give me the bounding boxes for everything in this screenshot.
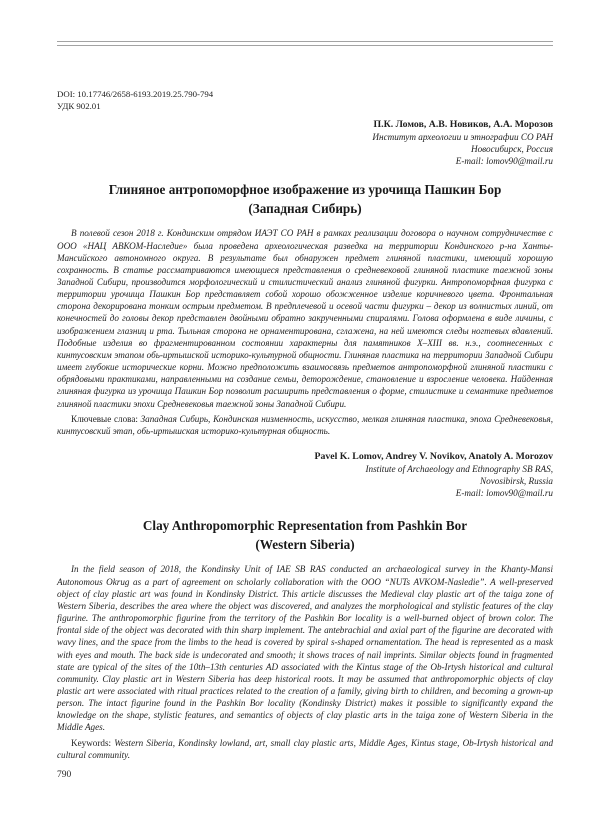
authors-en: Pavel K. Lomov, Andrey V. Novikov, Anatoly A. Morozov <box>314 451 553 463</box>
keywords-label-ru: Ключевые слова: <box>71 413 138 424</box>
article-title-en-line2: (Western Siberia) <box>255 536 355 552</box>
doi-line: DOI: 10.17746/2658-6193.2019.25.790-794 <box>57 89 214 99</box>
article-title-en-line1: Clay Anthropomorphic Representation from Pashkin Bor <box>142 518 468 534</box>
keywords-label-en: Keywords: <box>71 737 112 748</box>
article-title-ru <box>57 181 553 218</box>
keywords-ru <box>57 413 553 437</box>
header-double-rule <box>57 41 553 46</box>
udc-line: УДК 902.01 <box>57 101 101 111</box>
affiliation-ru: Институт археологии и этнографии СО РАН <box>372 132 553 142</box>
email-ru: E-mail: lomov90@mail.ru <box>455 155 553 166</box>
keywords-text-en: Western Siberia, Kondinsky lowland, art, small clay plastic arts, Middle Ages, Kintus stage, Ob-Irtysh historical and cultural community. <box>57 737 554 760</box>
location-en: Novosibirsk, Russia <box>480 475 553 486</box>
authors-block-ru <box>57 118 553 167</box>
article-title-ru-line1: Глиняное антропоморфное изображение из урочища Пашкин Бор <box>108 182 502 198</box>
article-title-ru-line2: (Западная Сибирь) <box>248 200 362 216</box>
affiliation-en: Institute of Archaeology and Ethnography SB RAS, <box>365 464 553 475</box>
article-identifiers <box>57 88 553 112</box>
keywords-text-ru: Западная Сибирь, Кондинская низменность, искусство, мелкая глиняная пластика, эпоха Средневековья, кинтусовский этап, обь-иртышская историко-культурная общность. <box>57 413 553 436</box>
page-number: 790 <box>57 770 72 780</box>
email-en: E-mail: lomov90@mail.ru <box>455 487 553 498</box>
keywords-en <box>57 737 553 761</box>
authors-block-en <box>57 450 553 499</box>
abstract-ru: В полевой сезон 2018 г. Кондинским отрядом ИАЭТ СО РАН в рамках реализации договора о научном сотрудничестве с ООО «НАЦ АВКОМ-Наследие» была проведена археологическая разведка на территории Кондинского р-на Ханты-Мансийского автономного округа. В результате был обнаружен предмет глиняной пластики, имеющий хорошую сохранность. В статье рассматриваются имеющиеся представления о средневековой глиняной пластике таежной зоны Западной Сибири, производится морфологический и стилистический анализ глиняной фигурки. Антропоморфная фигурка с территории урочища Пашкин Бор представляет собой хорошо обожженное изделие коричневого цвета. Фронтальная сторона декорирована тонким острым предметом. В предплечевой и осевой части фигурки – декор из волнистых линий, от конечностей до головы декор представлен двойными обратно закрученными спиралями. Голова оформлена в виде личины, с изображением глазниц и рта. Тыльная сторона не орнаментирована, сглажена, на ней имеются следы ногтевых вдавлений. Подобные изделия во фрагментированном состоянии характерны для памятников X–XIII вв. н.э., соотнесенных с кинтусовским этапом обь-иртышской историко-культурной общности. Глиняная пластика на территории Западной Сибири имеет глубокие исторические корни. Можно предположить взаимосвязь предметов антропоморфной глиняной пластики с обрядовыми практиками, направленными на создание семьи, деторождение, становление и взросление человека. Найденная глиняная фигурка из урочища Пашкин Бор позволит расширить представления о форме, стилистике и семантике предметов глиняной пластики эпохи Средневековья таежной зоны Западной Сибири. <box>57 228 553 409</box>
abstract-en: In the field season of 2018, the Kondinsky Unit of IAE SB RAS conducted an archaeological survey in the Khanty-Mansi Autonomous Okrug as a part of agreement on scholarly collaboration with the OOO “NUTs AVKOM-Nasledie”. A well-preserved object of clay plastic art was found in Kondinsky District. This article discusses the Medieval clay plastic art of the taiga zone of Western Siberia, describes the area where the object was discovered, and analyzes the morphological and stylistic features of the clay figurine. The anthropomorphic figurine from the territory of the Pashkin Bor locality is a well-burned object of brown color. The frontal side of the object was decorated with thin sharp implement. The antebrachial and axial part of the figurine are decorated with wavy lines, and the space from the limbs to the head is covered by spiral s-shaped ornamentation. The head is represented as a mask with eyes and mouth. The back side is undecorated and smooth; it shows traces of nail imprints. Similar objects found in fragmented state are typical of the sites of the 10th–13th centuries AD associated with the Kintus stage of the Ob-Irtysh historical and cultural community. Clay plastic art in Western Siberia has deep historical roots. It may be assumed that anthropomorphic objects of clay plastic art were associated with ritual practices related to the creation of a family, giving birth to children, and becoming a grown-up person. The intact figurine found in the Pashkin Bor locality (Kondinsky District) makes it possible to significantly expand the knowledge on the shape, stylistic features, and semantics of objects of clay plastic arts in the taiga zone of Western Siberia in the Middle Ages. <box>57 564 553 733</box>
location-ru: Новосибирск, Россия <box>470 143 553 154</box>
article-title-en <box>57 517 553 554</box>
authors-ru: П.К. Ломов, А.В. Новиков, А.А. Морозов <box>373 119 553 130</box>
